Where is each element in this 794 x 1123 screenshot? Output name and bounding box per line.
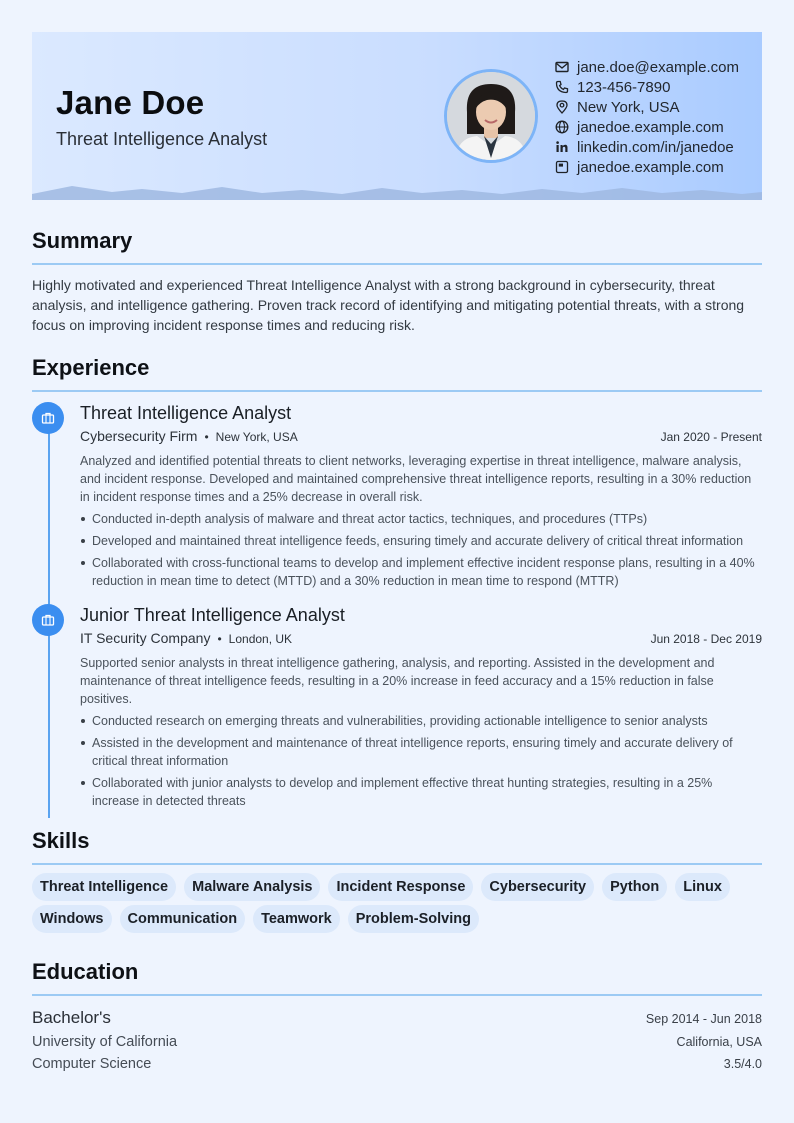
- job-description: Analyzed and identified potential threats to client networks, leveraging expertise in threat intelligence, malware analysis, and incident response. Developed and maintained comprehensive threat intelligence reports, resulting in a 30% reduction in incident response times and a 25% decrease in overall risk.: [80, 454, 752, 504]
- skill-chip: Problem-Solving: [348, 905, 479, 933]
- education-dates: Sep 2014 - Jun 2018: [645, 1012, 762, 1026]
- job-meta: [80, 428, 762, 446]
- job-company: IT Security Company: [80, 630, 211, 646]
- mail-icon: [555, 60, 569, 74]
- experience-heading: Experience: [32, 355, 762, 392]
- job-bullet: Assisted in the development and maintenance of threat intelligence reports, ensuring timely and accurate delivery of critical threat information: [80, 734, 762, 770]
- education-field: Computer Science: [32, 1056, 152, 1072]
- location-pin-icon: [555, 100, 569, 114]
- job-location: New York, USA: [215, 430, 298, 444]
- contact-linkedin[interactable]: [555, 137, 739, 157]
- education-heading: Education: [32, 959, 762, 996]
- portfolio-icon: [555, 160, 569, 174]
- briefcase-icon: [32, 402, 64, 434]
- contact-location: [555, 97, 739, 117]
- education-school: University of California: [32, 1034, 178, 1050]
- profile-photo: [444, 69, 538, 163]
- job-bullet: Collaborated with cross-functional teams to develop and implement effective incident response plans, resulting in a 40% reduction in mean time to detect (MTTD) and a 30% reduction in mean time to respond (MTTR): [80, 554, 762, 590]
- education-gpa: 3.5/4.0: [723, 1057, 762, 1071]
- job-description: Supported senior analysts in threat intelligence gathering, analysis, and reporting. Assisted in the development and maintenance of threat intelligence feeds, resulting in a 20% increase in feed accuracy and a 15% reduction in false positives.: [80, 656, 715, 706]
- job-location: London, UK: [228, 632, 293, 646]
- skill-chip: Threat Intelligence: [32, 873, 176, 901]
- contact-email[interactable]: [555, 57, 739, 77]
- contact-portfolio[interactable]: [555, 157, 739, 177]
- skill-chip: Cybersecurity: [481, 873, 594, 901]
- experience-section: [32, 355, 762, 810]
- globe-icon: [555, 120, 569, 134]
- skill-chip: Communication: [120, 905, 246, 933]
- job-bullet: Conducted in-depth analysis of malware and threat actor tactics, techniques, and procedures (TTPs): [80, 510, 762, 528]
- job-bullets: [80, 712, 762, 810]
- summary-section: [32, 228, 762, 335]
- skill-chip: Incident Response: [328, 873, 473, 901]
- experience-timeline: [32, 400, 762, 810]
- contact-phone[interactable]: [555, 77, 739, 97]
- phone-icon: [555, 80, 569, 94]
- skills-list: [32, 873, 762, 937]
- summary-text: Highly motivated and experienced Threat Intelligence Analyst with a strong background in cybersecurity, threat analysis, and intelligence gathering. Proven track record of identifying and mitigating potential threats, with a strong focus on improving incident response times and reducing risk.: [32, 277, 745, 333]
- education-degree: Bachelor's: [32, 1008, 111, 1027]
- job-bullet: Collaborated with junior analysts to develop and implement effective threat hunting strategies, resulting in a 25% increase in detected threats: [80, 774, 762, 810]
- skill-chip: Windows: [32, 905, 112, 933]
- skill-chip: Teamwork: [253, 905, 340, 933]
- profile-photo-illustration: [447, 72, 535, 160]
- briefcase-icon: [32, 604, 64, 636]
- job-dates: Jun 2018 - Dec 2019: [650, 632, 762, 646]
- contact-phone-text: 123-456-7890: [577, 78, 671, 96]
- summary-heading: Summary: [32, 228, 762, 265]
- job-bullet: Conducted research on emerging threats and vulnerabilities, providing actionable intelligence to senior analysts: [80, 712, 762, 730]
- resume-page: [32, 32, 762, 1072]
- candidate-name: Jane Doe: [56, 84, 205, 121]
- education-field-row: [32, 1056, 762, 1072]
- job-meta: [80, 630, 762, 648]
- resume-header: [32, 32, 762, 200]
- education-section: [32, 959, 762, 1072]
- skills-heading: Skills: [32, 828, 762, 865]
- skill-chip: Malware Analysis: [184, 873, 320, 901]
- skills-section: [32, 828, 762, 937]
- skill-chip: Linux: [675, 873, 730, 901]
- contact-location-text: New York, USA: [577, 98, 680, 116]
- job-bullet: Developed and maintained threat intelligence feeds, ensuring timely and accurate delivery of critical threat information: [80, 532, 762, 550]
- meta-separator: •: [217, 632, 222, 646]
- job-dates: Jan 2020 - Present: [660, 430, 762, 444]
- contact-linkedin-text: linkedin.com/in/janedoe: [577, 138, 734, 156]
- job-company: Cybersecurity Firm: [80, 428, 198, 444]
- education-degree-row: [32, 1008, 762, 1028]
- job-title: Junior Threat Intelligence Analyst: [80, 605, 345, 625]
- job-entry: [32, 400, 762, 590]
- contact-email-text: jane.doe@example.com: [577, 58, 739, 76]
- meta-separator: •: [204, 430, 209, 444]
- contact-list: [555, 57, 739, 177]
- job-title: Threat Intelligence Analyst: [80, 403, 292, 423]
- education-school-row: [32, 1034, 762, 1050]
- job-entry: [32, 602, 762, 810]
- linkedin-icon: [555, 140, 569, 154]
- contact-website-text: janedoe.example.com: [577, 118, 724, 136]
- contact-website[interactable]: [555, 117, 739, 137]
- education-location: California, USA: [676, 1035, 762, 1049]
- contact-portfolio-text: janedoe.example.com: [577, 158, 724, 176]
- header-wave-decoration: [32, 184, 762, 200]
- skill-chip: Python: [602, 873, 667, 901]
- candidate-role: Threat Intelligence Analyst: [56, 129, 268, 149]
- job-bullets: [80, 510, 762, 590]
